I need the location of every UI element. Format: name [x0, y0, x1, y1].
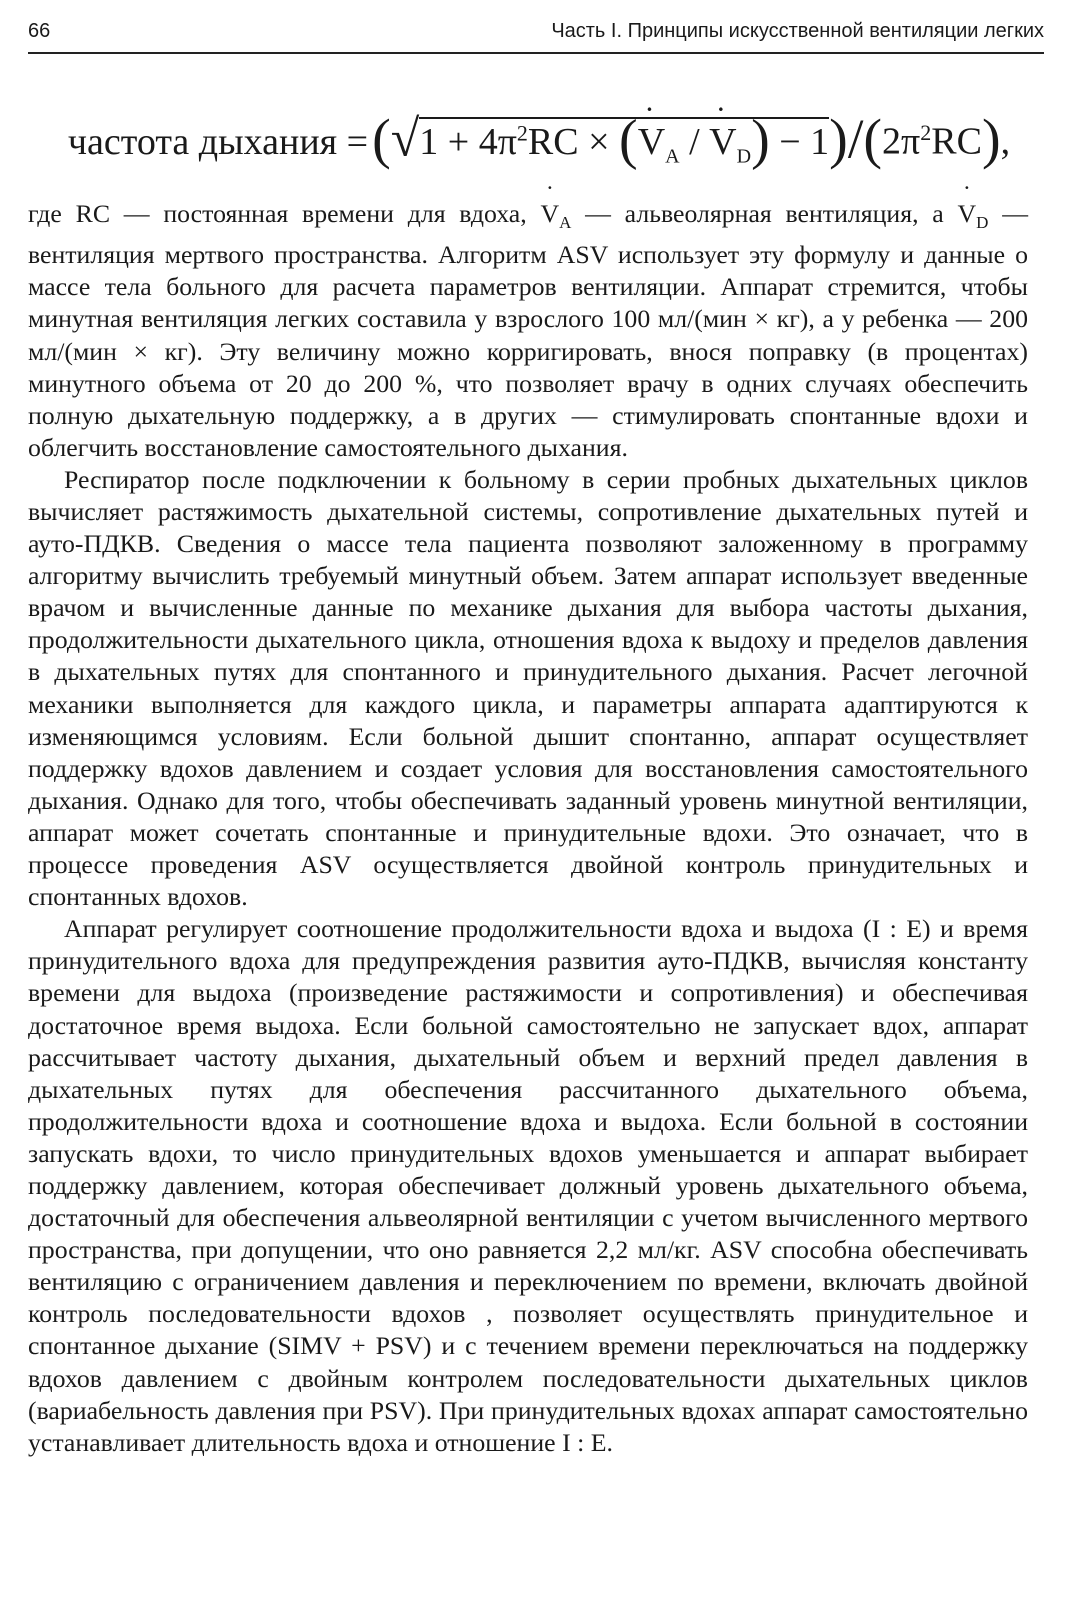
formula-exponent: 2	[920, 120, 932, 145]
formula-term: RC ×	[527, 120, 620, 163]
alveolar-ventilation-symbol: ˙ V	[638, 97, 665, 187]
formula-paren: )	[751, 108, 770, 171]
paragraph-regulation: Аппарат регулирует соотношение продолжительности вдоха и выдоха (I : E) и время принудительного вдоха для предупреждения развития ауто-ПДКВ, вычисляя константу времени для выдоха (произведение растяжимости и сопротивления) и обеспечивая достаточное время выдоха. Если больной самостоятельно не запускает вдох, аппарат рассчитывает частоту дыхания, дыхательный объем и верхний предел давления в дыхательных путях для обеспечения рассчитанного дыхательного объема, продолжительности вдоха и соотношение вдоха и выдоха. Если больной в состоянии запускать вдохи, то число принудительных вдохов уменьшается и аппарат выбирает поддержку давлением, которая обеспечивает должный уровень дыхательного объема, достаточный для обеспечения альвеолярной вентиляции с учетом вычисленного мертвого пространства, при допущении, что оно равняется 2,2 мл/кг. ASV способна обеспечивать вентиляцию с ограничением давления и переключением по времени, включать двойной контроль последовательности вдохов , позволяет осуществлять принудительное и спонтанное дыхание (SIMV + PSV) и с течением времени переключаться на поддержку вдохов давлением с двойным контролем последовательности дыхательных циклов (вариабельность давления при PSV). При принудительных вдохах аппарат самостоятельно устанавливает длительность вдоха и отношение I : E.	[28, 914, 1028, 1457]
paragraph-text: — альвеолярная вентиляция, а	[571, 199, 958, 228]
paragraph-respirator: Респиратор после подключении к больному в серии пробных дыхательных циклов вычисляет растяжимость дыхательной системы, сопротивление дыхательных путей и ауто-ПДКВ. Сведения о массе тела пациента позволяют заложенному в программу алгоритму вычислить требуемый минутный объем. Затем аппарат использует введенные врачом и вычисленные данные по механике дыхания для выбора частоты дыхания, продолжительности дыхательного цикла, отношения вдоха к выдоху и пределов давления в дыхательных путях для спонтанного и принудительного дыхания. Расчет легочной механики выполняется для каждого цикла, и параметры аппарата адаптируются к изменяющимся условиям. Если больной дышит спонтанно, аппарат осуществляет поддержку вдохов давлением и создает условия для восстановления самостоятельного дыхания. Однако для того, чтобы обеспечивать заданный уровень минутной вентиляции, аппарат может сочетать спонтанные и принудительные вдохи. Это означает, что в процессе проведения ASV осуществляется двойной контроль принудительных и спонтанных вдохов.	[28, 464, 1028, 912]
paragraph-definitions	[28, 198, 1028, 464]
page-header	[28, 18, 1044, 54]
formula-term: /	[679, 120, 710, 163]
dead-space-ventilation-symbol: ˙ V	[709, 97, 736, 187]
formula-term: 1 + 4π	[419, 120, 517, 163]
symbol-subscript: A	[559, 213, 572, 233]
formula-paren: )	[981, 108, 1001, 171]
body-text	[28, 198, 1028, 1459]
sqrt-sign: √	[390, 110, 420, 168]
alveolar-ventilation-symbol: ˙ V	[540, 198, 559, 230]
formula-subscript: D	[736, 145, 752, 168]
formula-divide: /	[847, 108, 864, 171]
formula-paren: (	[372, 108, 391, 171]
symbol-subscript: D	[976, 213, 989, 233]
formula-exponent: 2	[516, 120, 528, 145]
formula-term: 2π	[882, 120, 921, 163]
formula-term: − 1	[769, 120, 830, 163]
breathing-rate-formula	[0, 88, 1078, 178]
paragraph-text: — вентиляция мертвого пространства. Алгоритм ASV использует эту формулу и данные о массе тела больного для расчета параметров вентиляции. Аппарат стремится, чтобы минутная вентиляция легких составила у взрослого 100 мл/(мин × кг), а у ребенка — 200 мл/(мин × кг). Эту величину можно корригировать, внося поправку (в процентах) минутного объема от 20 до 200 %, что позволяет врачу в одних случаях обеспечить полную дыхательную поддержку, а в других — стимулировать спонтанные вдохи и облегчить восстановление самостоятельного дыхания.	[28, 199, 1028, 462]
page-number: 66	[28, 20, 51, 42]
formula-term: RC	[931, 120, 982, 163]
formula-label: частота дыхания =	[67, 120, 369, 163]
formula-paren: (	[863, 108, 883, 171]
formula-paren: (	[619, 108, 638, 171]
formula-comma: ,	[1000, 120, 1011, 163]
dead-space-ventilation-symbol: ˙ V	[958, 198, 977, 230]
running-title: Часть I. Принципы искусственной вентиляции легких	[551, 20, 1044, 42]
formula-paren: )	[829, 108, 848, 171]
paragraph-text: где RC — постоянная времени для вдоха,	[28, 199, 541, 228]
formula-subscript: A	[665, 145, 680, 168]
sqrt-radicand	[419, 108, 830, 171]
